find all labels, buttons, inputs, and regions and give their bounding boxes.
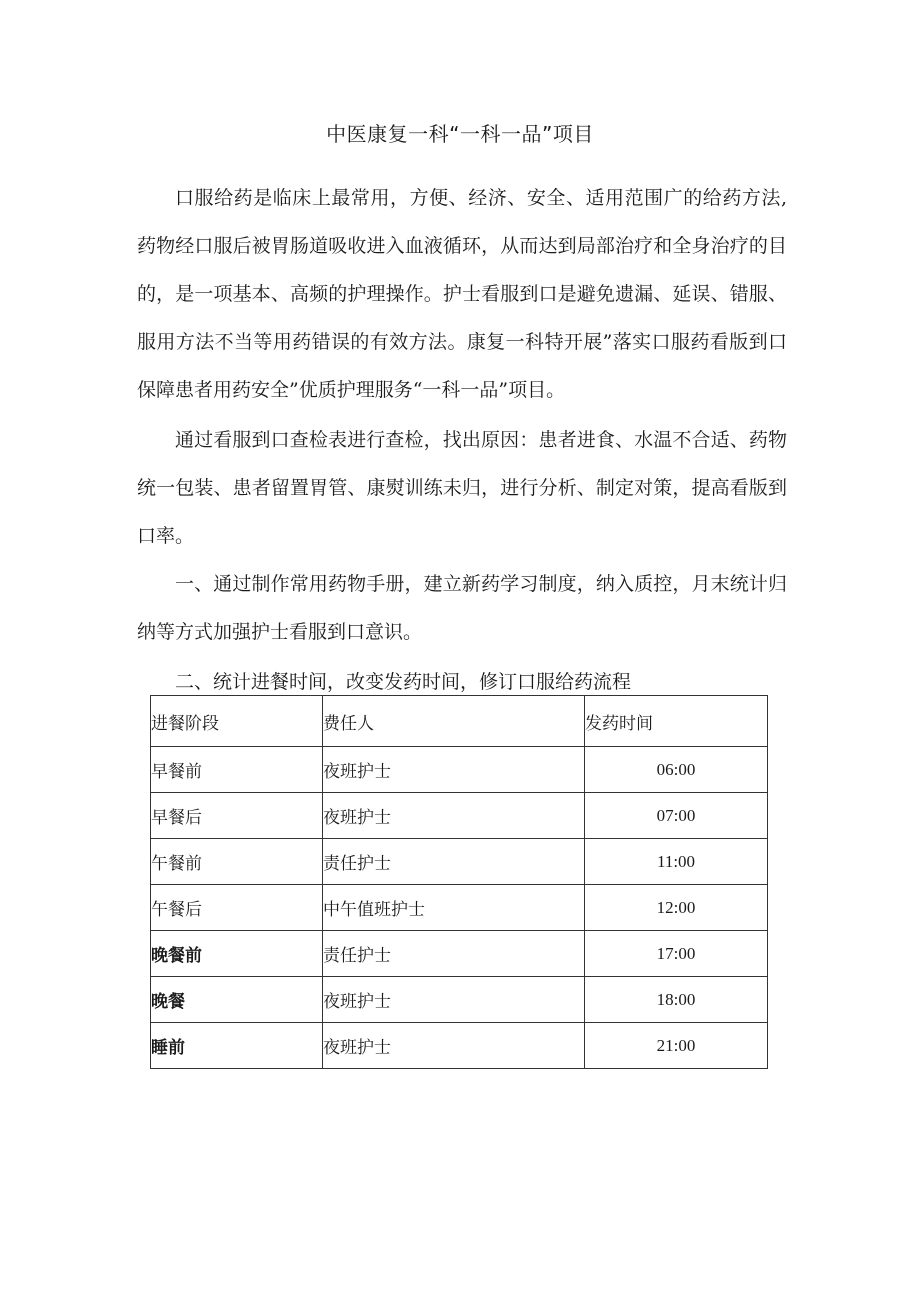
meal-stage-cell: 睡前 xyxy=(151,1023,323,1069)
responsible-person-cell: 中午值班护士 xyxy=(323,885,585,931)
table-header-row xyxy=(151,696,768,747)
paragraph-analysis: 通过看服到口查检表进行查检，找出原因：患者进食、水温不合适、药物统一包装、患者留置胃管、康熨训练未归，进行分析、制定对策，提高看版到口率。 xyxy=(137,429,787,547)
paragraph-measure-one: 一、通过制作常用药物手册，建立新药学习制度，纳入质控，月末统计归纳等方式加强护士看服到口意识。 xyxy=(137,573,787,643)
header-dispense-time: 发药时间 xyxy=(585,696,768,747)
responsible-person-cell: 夜班护士 xyxy=(323,747,585,793)
dispense-time-cell: 17:00 xyxy=(585,931,768,977)
table-row xyxy=(151,885,768,931)
document-title: 中医康复一科“一科一品”项目 xyxy=(326,122,594,146)
dispense-time-cell: 07:00 xyxy=(585,793,768,839)
dispense-time-cell: 18:00 xyxy=(585,977,768,1023)
table-row xyxy=(151,977,768,1023)
meal-stage-cell: 晚餐前 xyxy=(151,931,323,977)
table-row xyxy=(151,1023,768,1069)
meal-stage-cell: 早餐前 xyxy=(151,747,323,793)
table-row xyxy=(151,793,768,839)
dispense-time-cell: 12:00 xyxy=(585,885,768,931)
meal-stage-cell: 早餐后 xyxy=(151,793,323,839)
dispense-time-cell: 21:00 xyxy=(585,1023,768,1069)
meal-stage-cell: 午餐后 xyxy=(151,885,323,931)
paragraph-intro: 口服给药是临床上最常用，方便、经济、安全、适用范围广的给药方法,药物经口服后被胃肠道吸收进入血液循环，从而达到局部治疗和全身治疗的目的，是一项基本、高频的护理操作。护士看服到口是避免遗漏、延误、错服、服用方法不当等用药错误的有效方法。康复一科特开展”落实口服药看版到口保障患者用药安全”优质护理服务“一科一品”项目。 xyxy=(137,187,787,401)
meal-stage-cell: 午餐前 xyxy=(151,839,323,885)
paragraph-measure-two: 二、统计进餐时间，改变发药时间，修订口服给药流程 xyxy=(175,671,632,693)
medication-schedule-table xyxy=(150,695,768,1069)
responsible-person-cell: 夜班护士 xyxy=(323,1023,585,1069)
dispense-time-cell: 06:00 xyxy=(585,747,768,793)
responsible-person-cell: 责任护士 xyxy=(323,839,585,885)
meal-stage-cell: 晚餐 xyxy=(151,977,323,1023)
responsible-person-cell: 夜班护士 xyxy=(323,977,585,1023)
header-meal-stage: 进餐阶段 xyxy=(151,696,323,747)
responsible-person-cell: 夜班护士 xyxy=(323,793,585,839)
table-row xyxy=(151,839,768,885)
table-row xyxy=(151,931,768,977)
dispense-time-cell: 11:00 xyxy=(585,839,768,885)
header-responsible-person: 费任人 xyxy=(323,696,585,747)
responsible-person-cell: 责任护士 xyxy=(323,931,585,977)
table-row xyxy=(151,747,768,793)
